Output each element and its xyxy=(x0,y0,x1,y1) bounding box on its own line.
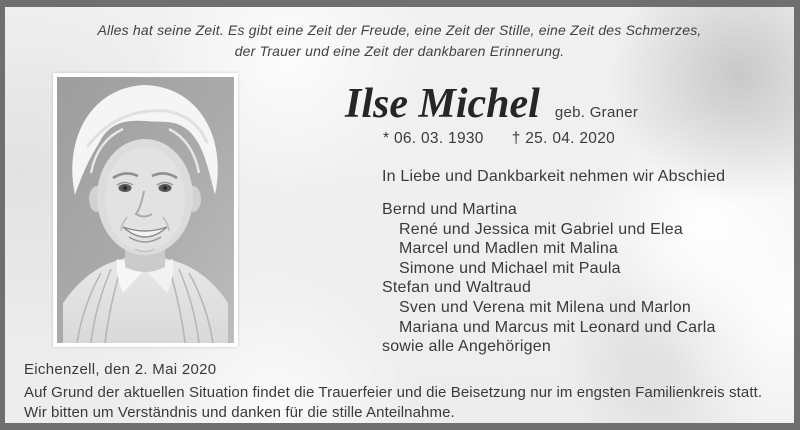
mourners-list xyxy=(382,200,716,357)
deceased-name: Ilse Michel xyxy=(345,81,540,127)
obituary-content xyxy=(5,7,794,423)
opening-quote xyxy=(5,20,794,62)
mourner-row: Stefan und Waltraud xyxy=(382,279,532,297)
funeral-notice-line-2: Wir bitten um Verständnis und danken für die stille Anteilnahme. xyxy=(24,403,455,421)
funeral-notice xyxy=(24,383,784,422)
quote-line-2: der Trauer und eine Zeit der dankbaren Erinnerung. xyxy=(234,43,565,59)
mourner-row: Mariana und Marcus mit Leonard und Carla xyxy=(399,318,716,336)
portrait-photo xyxy=(53,73,238,347)
death-date: † 25. 04. 2020 xyxy=(511,130,616,147)
mourner-row: sowie alle Angehörigen xyxy=(382,338,551,356)
mourner-row: Bernd und Martina xyxy=(382,201,518,218)
quote-line-1: Alles hat seine Zeit. Es gibt eine Zeit der Freude, eine Zeit der Stille, eine Zeit des Schmerzes, xyxy=(97,22,702,38)
place-and-date: Eichenzell, den 2. Mai 2020 xyxy=(24,361,217,378)
deceased-name-row xyxy=(345,83,638,125)
mourner-row: Sven und Verena mit Milena und Marlon xyxy=(399,298,692,316)
mourner-row: Marcel und Madlen mit Malina xyxy=(399,240,619,258)
life-dates xyxy=(383,130,615,148)
mourner-row: Simone und Michael mit Paula xyxy=(399,259,621,277)
birth-date: * 06. 03. 1930 xyxy=(383,130,484,147)
portrait-photo-illustration xyxy=(57,77,234,343)
funeral-notice-line-1: Auf Grund der aktuellen Situation findet die Trauerfeier und die Beisetzung nur im engsten Familienkreis statt. xyxy=(24,384,763,401)
maiden-name: geb. Graner xyxy=(554,104,639,121)
mourner-row: René und Jessica mit Gabriel und Elea xyxy=(399,220,683,238)
farewell-line: In Liebe und Dankbarkeit nehmen wir Abschied xyxy=(382,168,726,185)
